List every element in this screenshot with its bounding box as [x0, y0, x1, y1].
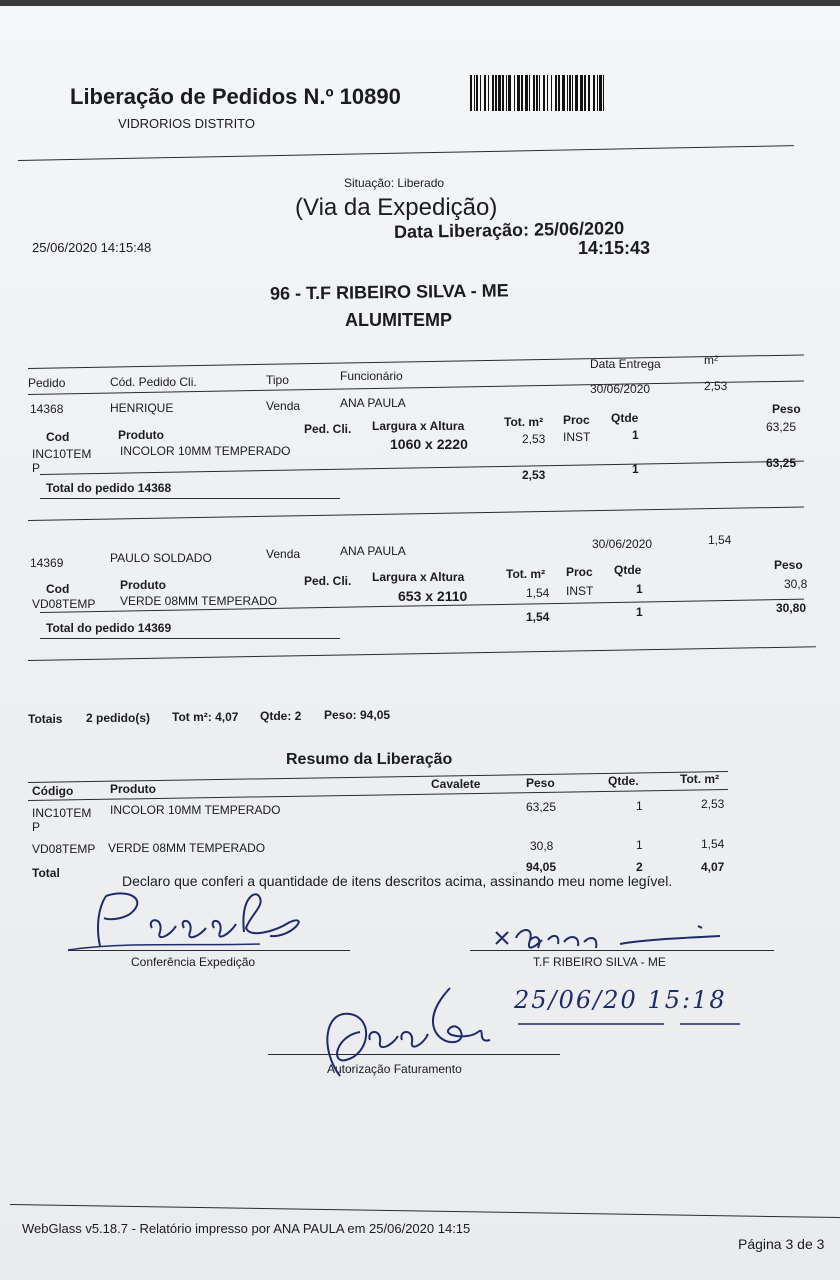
handwritten-date: 25/06/20 15:18 — [514, 986, 727, 1014]
item-proc: INST — [566, 584, 594, 598]
summary-col-produto: Produto — [110, 782, 156, 796]
totals-label: Totais — [28, 712, 63, 726]
barcode-bar — [480, 75, 481, 111]
via-label: (Via da Expedição) — [295, 194, 498, 221]
order-total-m2: 2,53 — [522, 468, 546, 482]
summary-row-codigo: VD08TEMP — [32, 842, 96, 856]
status-text: Situação: Liberado — [344, 176, 445, 190]
summary-row-produto: VERDE 08MM TEMPERADO — [108, 841, 266, 855]
barcode-bar — [543, 75, 545, 111]
barcode-bar — [492, 75, 494, 111]
col-peso: Peso — [774, 558, 803, 572]
summary-row-codigo: INC10TEM — [32, 806, 92, 820]
print-datetime: 25/06/2020 14:15:48 — [32, 240, 152, 255]
col-funcionario: Funcionário — [340, 369, 403, 383]
barcode-bar — [572, 75, 573, 111]
summary-row-codigo-cont: P — [32, 820, 41, 834]
barcode-bar — [514, 75, 515, 111]
order-employee: ANA PAULA — [340, 396, 406, 410]
col-pedido: Pedido — [28, 376, 66, 390]
totals-m2: Tot m²: 4,07 — [172, 710, 239, 724]
barcode-bar — [536, 75, 538, 111]
summary-row-qtde: 1 — [636, 838, 643, 852]
summary-total-m2: 4,07 — [701, 860, 725, 874]
order-type: Venda — [266, 547, 301, 561]
order-number: 14369 — [30, 556, 64, 570]
item-cod: INC10TEM — [32, 447, 92, 461]
client-name: 96 - T.F RIBEIRO SILVA - ME — [269, 280, 509, 304]
col-m2: m² — [704, 353, 718, 367]
release-date: Data Liberação: 25/06/2020 — [393, 217, 625, 243]
order-delivery-date: 30/06/2020 — [592, 537, 653, 551]
barcode-bar — [603, 75, 604, 111]
barcode-bar — [539, 75, 540, 111]
barcode-bar — [580, 75, 583, 111]
col-proc: Proc — [563, 413, 590, 427]
col-peso: Peso — [772, 402, 801, 416]
barcode-bar — [488, 75, 489, 111]
barcode-bar — [502, 75, 504, 111]
col-cod: Cod — [46, 430, 70, 444]
barcode-bar — [569, 75, 571, 111]
barcode-bar — [529, 75, 530, 111]
summary-row-produto: INCOLOR 10MM TEMPERADO — [110, 803, 281, 817]
order-total-underline — [40, 638, 340, 639]
barcode-bar — [498, 75, 501, 111]
order-end-divider — [28, 646, 816, 661]
item-product: VERDE 08MM TEMPERADO — [120, 594, 278, 608]
summary-row-peso: 30,8 — [530, 839, 554, 853]
col-tot-m2: Tot. m² — [504, 415, 544, 429]
footer-divider — [10, 1204, 840, 1218]
item-qtde: 1 — [632, 428, 639, 442]
summary-row-qtde: 1 — [636, 799, 643, 813]
totals-qty: Qtde: 2 — [260, 709, 302, 723]
barcode-bar — [470, 75, 472, 111]
barcode-bar — [588, 75, 590, 111]
item-peso: 63,25 — [766, 420, 797, 434]
col-ped-cli: Ped. Cli. — [304, 574, 352, 588]
col-produto: Produto — [120, 578, 166, 592]
item-cod: VD08TEMP — [32, 597, 96, 611]
order-total-underline — [40, 498, 340, 499]
signature-label-cliente: T.F RIBEIRO SILVA - ME — [533, 955, 666, 969]
order-total-peso: 63,25 — [766, 456, 797, 470]
release-time: 14:15:43 — [578, 238, 651, 258]
summary-col-peso: Peso — [526, 776, 555, 790]
summary-total-peso: 94,05 — [526, 860, 557, 874]
col-qtde: Qtde — [611, 411, 639, 425]
totals-weight: Peso: 94,05 — [324, 708, 391, 722]
handwritten-signature-autorizacao — [300, 980, 520, 1090]
summary-total-label: Total — [32, 866, 60, 880]
page-number: Página 3 de 3 — [738, 1236, 825, 1252]
item-product: INCOLOR 10MM TEMPERADO — [120, 444, 291, 458]
barcode-bar — [597, 75, 598, 111]
order-total-label: Total do pedido 14369 — [46, 621, 172, 635]
handwritten-signature-conferencia — [60, 888, 350, 958]
order-total-m2: 1,54 — [526, 610, 550, 624]
summary-row-tot-m2: 1,54 — [701, 837, 725, 851]
barcode-bar — [533, 75, 535, 111]
barcode-bar — [558, 75, 560, 111]
barcode-icon — [470, 75, 610, 111]
barcode-bar — [476, 75, 478, 111]
document-title: Liberação de Pedidos N.º 10890 — [70, 84, 401, 109]
summary-total-qtde: 2 — [636, 860, 643, 874]
item-dimensions: 653 x 2110 — [398, 588, 468, 604]
order-end-divider — [28, 506, 804, 521]
summary-col-tot-m2: Tot. m² — [680, 772, 720, 786]
item-tot-m2: 2,53 — [522, 432, 546, 446]
barcode-bar — [474, 75, 475, 111]
order-total-label: Total do pedido 14368 — [46, 481, 172, 495]
order-number: 14368 — [30, 402, 64, 416]
order-client-ref: PAULO SOLDADO — [110, 551, 212, 565]
barcode-bar — [525, 75, 528, 111]
col-cod: Cod — [46, 582, 70, 596]
item-cod-cont: P — [32, 461, 41, 475]
header-divider — [18, 145, 794, 161]
barcode-bar — [517, 75, 520, 111]
col-produto: Produto — [118, 428, 164, 442]
col-tipo: Tipo — [266, 373, 289, 387]
barcode-bar — [551, 75, 552, 111]
barcode-bar — [521, 75, 523, 111]
item-tot-m2: 1,54 — [526, 586, 550, 600]
totals-orders: 2 pedido(s) — [86, 711, 151, 725]
client-name-line2: ALUMITEMP — [345, 310, 452, 330]
company-name: VIDRORIOS DISTRITO — [118, 116, 255, 131]
barcode-bar — [506, 75, 507, 111]
order-delivery-date: 30/06/2020 — [590, 382, 651, 396]
columns-top-divider — [28, 354, 804, 369]
col-tot-m2: Tot. m² — [506, 567, 546, 581]
order-total-peso: 30,80 — [776, 601, 807, 615]
col-qtde: Qtde — [614, 563, 642, 577]
col-data-entrega: Data Entrega — [590, 357, 661, 371]
order-total-qtde: 1 — [632, 462, 639, 476]
summary-col-codigo: Código — [32, 784, 74, 798]
order-client-ref: HENRIQUE — [110, 401, 174, 415]
col-largura-altura: Largura x Altura — [372, 570, 465, 584]
item-qtde: 1 — [636, 582, 643, 596]
order-m2: 1,54 — [708, 533, 732, 547]
handwritten-signature-cliente — [490, 918, 730, 958]
top-edge-shadow — [0, 0, 840, 6]
col-proc: Proc — [566, 565, 593, 579]
summary-col-qtde: Qtde. — [608, 774, 639, 788]
barcode-bar — [547, 75, 548, 111]
item-proc: INST — [563, 430, 591, 444]
barcode-bar — [599, 75, 602, 111]
declaration-text: Declaro que conferi a quantidade de itens descritos acima, assinando meu nome legível. — [122, 873, 673, 889]
barcode-bar — [575, 75, 578, 111]
barcode-bar — [567, 75, 568, 111]
col-ped-cli: Ped. Cli. — [304, 422, 352, 436]
barcode-bar — [484, 75, 486, 111]
barcode-bar — [593, 75, 595, 111]
signature-label-conferencia: Conferência Expedição — [131, 955, 256, 969]
item-dimensions: 1060 x 2220 — [390, 436, 468, 452]
order-m2: 2,53 — [704, 379, 728, 393]
barcode-bar — [508, 75, 511, 111]
barcode-bar — [584, 75, 586, 111]
order-employee: ANA PAULA — [340, 544, 406, 558]
summary-row-peso: 63,25 — [526, 800, 557, 814]
barcode-bar — [495, 75, 497, 111]
barcode-bar — [562, 75, 565, 111]
signature-label-autorizacao: Autorização Faturamento — [327, 1062, 462, 1076]
order-type: Venda — [266, 399, 301, 413]
col-cod-pedido-cli: Cód. Pedido Cli. — [110, 375, 197, 389]
summary-title: Resumo da Liberação — [286, 751, 453, 768]
summary-col-cavalete: Cavalete — [431, 777, 481, 791]
summary-row-tot-m2: 2,53 — [701, 797, 725, 811]
footer-report-info: WebGlass v5.18.7 - Relatório impresso por ANA PAULA em 25/06/2020 14:15 — [22, 1221, 471, 1236]
item-peso: 30,8 — [784, 577, 808, 591]
order-total-divider — [40, 461, 804, 475]
col-largura-altura: Largura x Altura — [372, 419, 465, 433]
order-total-qtde: 1 — [636, 605, 643, 619]
barcode-bar — [555, 75, 557, 111]
